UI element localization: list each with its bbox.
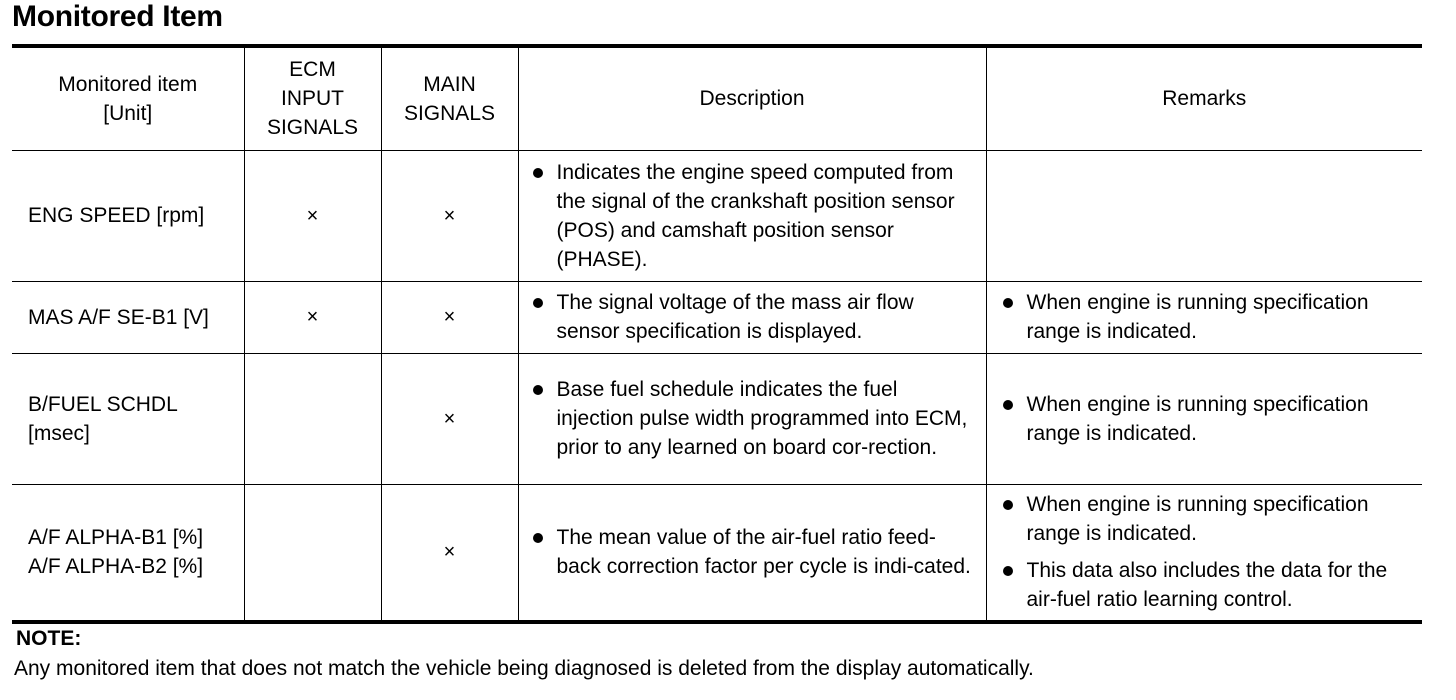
remarks-bullet <box>1003 390 1415 448</box>
col-header-item-line: [Unit] <box>103 101 153 125</box>
description-bullet <box>533 375 978 462</box>
bullet-icon <box>1003 566 1013 576</box>
ecm-input-mark: × <box>306 204 319 227</box>
monitored-item-table <box>12 44 1422 624</box>
main-signal-cell <box>381 150 518 281</box>
remarks-text: When engine is running specification range is indicated. <box>1026 392 1369 445</box>
monitored-item-cell <box>12 484 244 622</box>
col-header-ecm-line: INPUT <box>281 87 344 111</box>
remarks-bullet <box>1003 490 1415 548</box>
monitored-item-cell <box>12 150 244 281</box>
description-cell <box>518 484 986 622</box>
bullet-icon <box>1003 298 1013 308</box>
monitored-item-label: MAS A/F SE-B1 [V] <box>28 305 209 329</box>
monitored-item-label: B/FUEL SCHDL <box>28 392 178 416</box>
table-row <box>12 353 1422 484</box>
remarks-cell <box>986 281 1422 353</box>
ecm-input-cell <box>244 353 381 484</box>
monitored-item-label: [msec] <box>28 421 90 445</box>
main-signal-cell <box>381 281 518 353</box>
description-cell <box>518 150 986 281</box>
note-heading: NOTE: <box>16 627 82 650</box>
monitored-item-label: ENG SPEED [rpm] <box>28 204 205 227</box>
col-header-main-signals <box>381 46 518 150</box>
main-signal-cell <box>381 484 518 622</box>
remarks-cell <box>986 484 1422 622</box>
main-signal-mark: × <box>443 306 456 328</box>
description-bullet <box>533 288 978 346</box>
table-row <box>12 150 1422 281</box>
remarks-text: This data also includes the data for the air-fuel ratio learning control. <box>1026 559 1388 612</box>
col-header-ecm-line: SIGNALS <box>266 116 359 140</box>
description-text: Indicates the engine speed computed from the signal of the crankshaft position sensor (POS) and camshaft position sensor (PHASE). <box>556 160 955 271</box>
main-signal-mark: × <box>443 541 456 564</box>
remarks-cell <box>986 150 1422 281</box>
ecm-input-cell <box>244 281 381 353</box>
bullet-icon <box>533 168 543 178</box>
header-row <box>12 46 1422 150</box>
monitored-item-cell <box>12 281 244 353</box>
monitored-item-cell <box>12 353 244 484</box>
description-bullet <box>533 523 978 581</box>
description-text: The mean value of the air-fuel ratio feed-back correction factor per cycle is indi-cated. <box>556 526 971 579</box>
bullet-icon <box>533 533 543 543</box>
section-title: Monitored Item <box>12 0 223 33</box>
col-header-ecm-input <box>244 46 381 150</box>
monitored-item-label: A/F ALPHA-B1 [%] <box>28 526 204 550</box>
ecm-input-cell <box>244 484 381 622</box>
description-bullet <box>533 158 978 274</box>
col-header-description: Description <box>518 46 986 150</box>
table-row <box>12 281 1422 353</box>
table-row <box>12 484 1422 622</box>
main-signal-mark: × <box>443 407 456 430</box>
description-cell <box>518 281 986 353</box>
bullet-icon <box>533 298 543 308</box>
remarks-text: When engine is running specification range is indicated. <box>1026 493 1369 546</box>
main-signal-cell <box>381 353 518 484</box>
col-header-remarks: Remarks <box>986 46 1422 150</box>
note-text: Any monitored item that does not match the vehicle being diagnosed is deleted from the display automatically. <box>14 657 1034 680</box>
description-text: The signal voltage of the mass air flow sensor specification is displayed. <box>556 291 914 343</box>
remarks-text: When engine is running specification range is indicated. <box>1026 291 1369 343</box>
description-cell <box>518 353 986 484</box>
bullet-icon <box>1003 500 1013 510</box>
col-header-item-line: Monitored item <box>58 72 198 96</box>
bullet-icon <box>533 385 543 395</box>
bullet-icon <box>1003 400 1013 410</box>
ecm-input-mark: × <box>306 306 319 328</box>
monitored-item-label: A/F ALPHA-B2 [%] <box>28 555 204 579</box>
col-header-main-line: MAIN <box>423 72 476 96</box>
ecm-input-cell <box>244 150 381 281</box>
main-signal-mark: × <box>443 204 456 227</box>
col-header-ecm-line: ECM <box>289 58 336 82</box>
remarks-bullet <box>1003 556 1415 614</box>
description-text: Base fuel schedule indicates the fuel injection pulse width programmed into ECM, prior to any learned on board cor-rection. <box>556 378 968 459</box>
col-header-item <box>12 46 244 150</box>
remarks-cell <box>986 353 1422 484</box>
col-header-main-line: SIGNALS <box>403 101 496 125</box>
remarks-bullet <box>1003 288 1415 346</box>
